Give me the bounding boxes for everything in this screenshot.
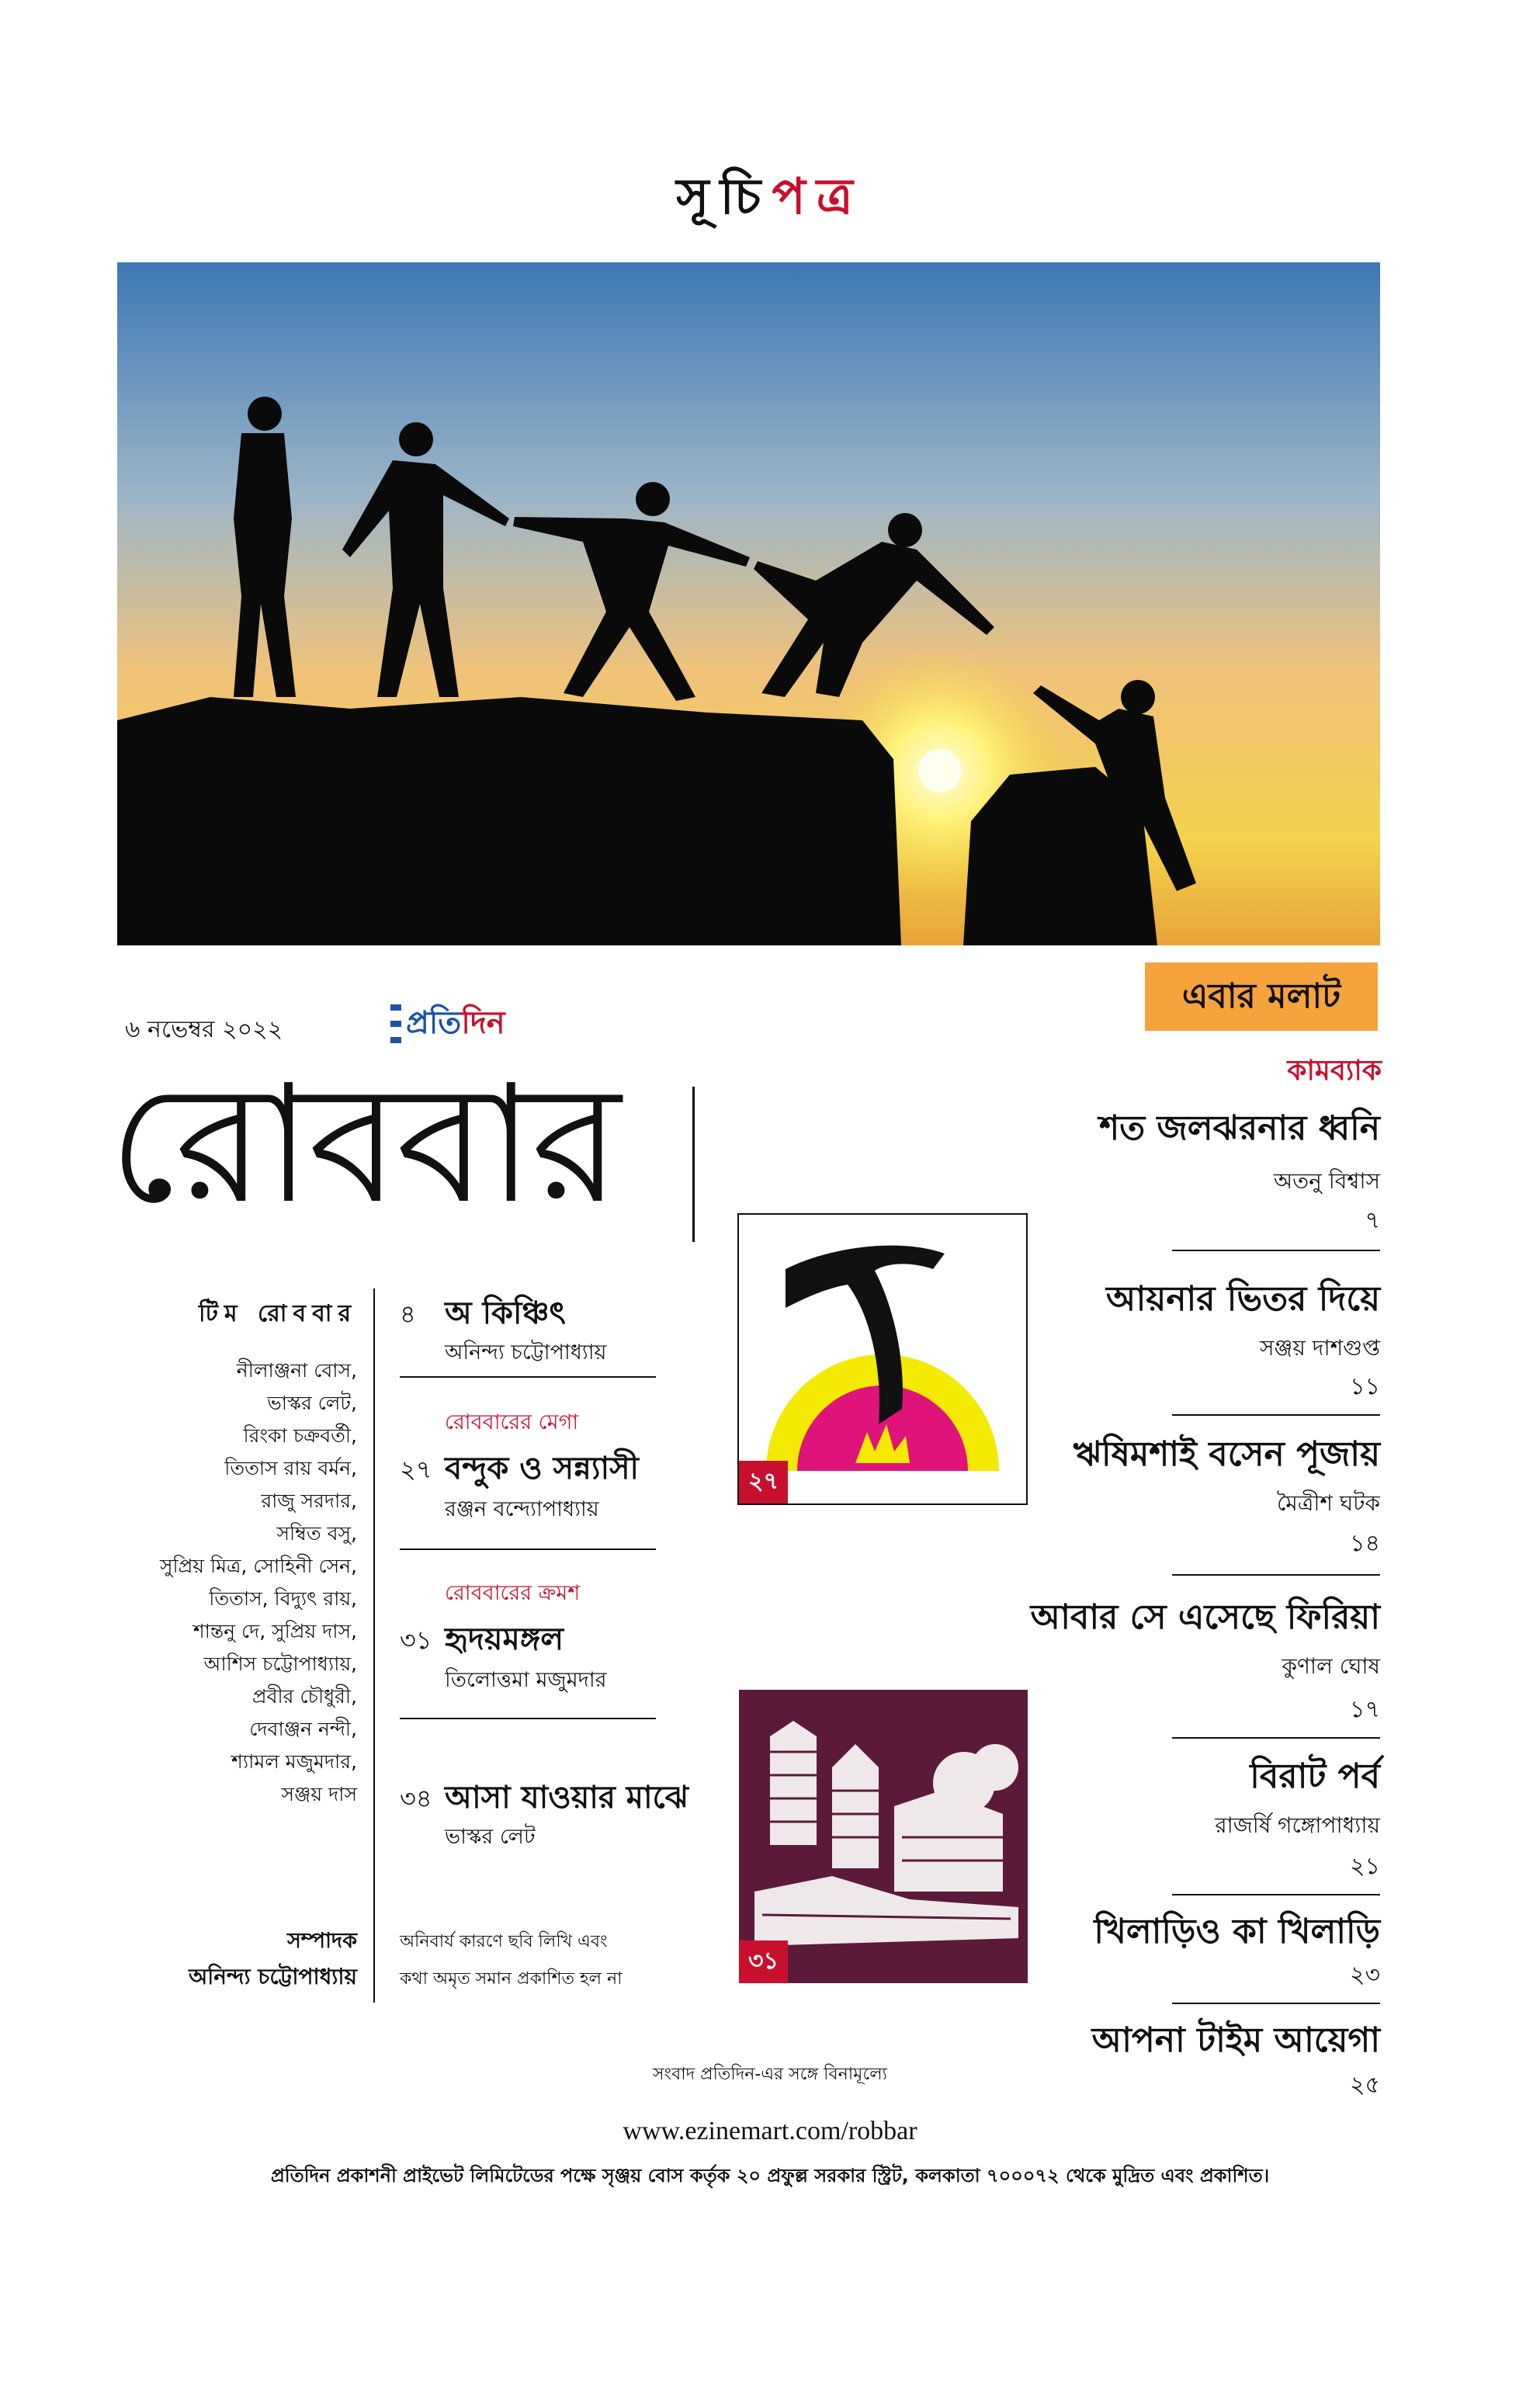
- toc-title: অ কিঞ্চিৎ: [445, 1295, 566, 1331]
- toc-right-title[interactable]: আয়নার ভিতর দিয়ে: [1106, 1279, 1380, 1319]
- toc-right-page: ১৪: [1350, 1530, 1380, 1557]
- toc-section-label: রোববারের ক্রমশ: [445, 1581, 581, 1605]
- divider: [1172, 2003, 1380, 2004]
- toc-author: তিলোত্তমা মজুমদার: [445, 1668, 607, 1692]
- team-title: টিম রোববার: [199, 1300, 357, 1327]
- toc-right-author: রাজর্ষি গঙ্গোপাধ্যায়: [1215, 1812, 1380, 1838]
- masthead-divider: [692, 1087, 695, 1242]
- team-member: শ্যামল মজুমদার,: [231, 1750, 357, 1773]
- toc-right-author: অতনু বিশ্বাস: [1273, 1168, 1380, 1194]
- divider: [1172, 1414, 1380, 1416]
- toc-right-title[interactable]: আপনা টাইম আয়েগা: [1091, 2020, 1380, 2060]
- toc-right-author: মৈত্রীশ ঘটক: [1276, 1490, 1380, 1516]
- notice: [400, 1923, 741, 1998]
- team-member: রাজু সরদার,: [261, 1490, 357, 1512]
- team-member: আশিস চট্টোপাধ্যায়,: [203, 1653, 357, 1675]
- cover-story-box: এবার মলাট: [1145, 962, 1378, 1031]
- pratidin-logo: [390, 1001, 505, 1046]
- toc-author: ভাস্কর লেট: [445, 1825, 536, 1849]
- team-member: প্রবীর চৌধুরী,: [251, 1685, 357, 1708]
- toc-author: অনিন্দ্য চট্টোপাধ্যায়: [445, 1340, 607, 1365]
- toc-page-number: ৩৪: [400, 1784, 432, 1813]
- team-member: রিংকা চক্রবর্তী,: [243, 1424, 357, 1447]
- logo-bars-icon: [390, 1004, 401, 1043]
- toc-right-title[interactable]: আবার সে এসেছে ফিরিয়া: [1030, 1597, 1380, 1637]
- page-badge-31: ৩১: [739, 1940, 788, 1983]
- toc-right-title[interactable]: বিরাট পর্ব: [1250, 1757, 1380, 1796]
- imprint-line: প্রতিদিন প্রকাশনী প্রাইভেট লিমিটেডের পক্ষে সৃঞ্জয় বোস কর্তৃক ২০ প্রফুল্ল সরকার স্ট্রিট, কলকাতা ৭০০০৭২ থেকে মুদ্রিত এবং প্রকাশিত।: [270, 2165, 1270, 2187]
- editor-name: অনিন্দ্য চট্টোপাধ্যায়: [189, 1964, 357, 1989]
- toc-right-page: ৭: [1365, 1207, 1380, 1234]
- free-supplement-note: সংবাদ প্রতিদিন-এর সঙ্গে বিনামূল্যে: [653, 2065, 887, 2084]
- toc-author: রঞ্জন বন্দ্যোপাধ্যায়: [445, 1497, 599, 1521]
- page-title: [0, 159, 1540, 242]
- toc-entry[interactable]: [400, 1288, 710, 1382]
- divider: [400, 1376, 656, 1378]
- toc-right-page: ১১: [1350, 1373, 1380, 1400]
- issue-date: ৬ নভেম্বর ২০২২: [125, 1016, 283, 1043]
- toc-title: হৃদয়মঙ্গল: [445, 1621, 564, 1657]
- thumbnail-27[interactable]: [737, 1213, 1028, 1505]
- toc-title: আসা যাওয়ার মাঝে: [445, 1780, 688, 1816]
- team-member: নীলাঞ্জনা বোস,: [236, 1359, 357, 1382]
- divider: [400, 1718, 656, 1719]
- divider: [1172, 1250, 1380, 1251]
- notice-line: অনিবার্য কারণে ছবি লিখি এবং: [400, 1932, 608, 1951]
- toc-section-label: রোববারের মেগা: [445, 1410, 579, 1434]
- column-divider: [373, 1288, 375, 2003]
- toc-page-number: ২৭: [400, 1455, 432, 1484]
- thumbnail-31[interactable]: [739, 1690, 1028, 1983]
- divider: [1172, 1574, 1380, 1576]
- team-member: দেবাঞ্জন নন্দী,: [249, 1718, 357, 1740]
- toc-right-page: ২৩: [1349, 1961, 1380, 1989]
- divider: [1172, 1737, 1380, 1739]
- toc-right-title[interactable]: ঋষিমশাই বসেন পূজায়: [1073, 1434, 1380, 1474]
- cover-section-label: কামব্যাক: [1287, 1055, 1382, 1087]
- toc-right-title[interactable]: শত জলঝরনার ধ্বনি: [1099, 1108, 1380, 1148]
- editor-label: সম্পাদক: [286, 1929, 357, 1953]
- toc-entry[interactable]: [400, 1577, 710, 1709]
- website-link[interactable]: www.ezinemart.com/robbar: [623, 2117, 917, 2145]
- notice-line: কথা অমৃত সমান প্রকাশিত হল না: [400, 1969, 623, 1989]
- logo-text-part2: দিন: [461, 1004, 505, 1041]
- toc-page-number: ৩১: [400, 1625, 432, 1655]
- toc-entry[interactable]: [400, 1406, 710, 1538]
- team-member-list: [93, 1354, 357, 1811]
- logo-text-part1: প্রতি: [406, 1004, 462, 1041]
- divider: [400, 1549, 656, 1550]
- team-member: ভাস্কর লেট,: [267, 1392, 357, 1414]
- team-member: সুপ্রিয় মিত্র, সোহিনী সেন,: [159, 1555, 357, 1577]
- temple-etching-illustration: [739, 1690, 1028, 1983]
- toc-right-page: ১৭: [1350, 1696, 1380, 1723]
- toc-page-number: ৪: [400, 1299, 416, 1329]
- toc-title: বন্দুক ও সন্ন্যাসী: [445, 1451, 639, 1486]
- team-member: সম্বিত বসু,: [276, 1522, 357, 1545]
- team-member: শান্তনু দে, সুপ্রিয় দাস,: [192, 1620, 357, 1642]
- team-member: তিতাস, বিদ্যুৎ রায়,: [209, 1587, 357, 1610]
- toc-right-page: ২৫: [1350, 2072, 1380, 2099]
- team-member: তিতাস রায় বর্মন,: [224, 1457, 357, 1479]
- toc-entry[interactable]: [400, 1773, 710, 1866]
- sunset-climbers-image: [117, 262, 1380, 945]
- toc-right-author: সঞ্জয় দাশগুপ্ত: [1259, 1335, 1380, 1361]
- toc-right-title[interactable]: খিলাড়িও কা খিলাড়ি: [1094, 1912, 1380, 1951]
- divider: [1172, 1894, 1380, 1895]
- page-badge-27: ২৭: [739, 1461, 788, 1503]
- toc-right-author: কুণাল ঘোষ: [1282, 1653, 1380, 1679]
- team-member: সঞ্জয় দাস: [281, 1783, 357, 1805]
- page-title-part1: সূচি: [676, 168, 772, 226]
- toc-right-page: ২১: [1350, 1853, 1380, 1880]
- page-title-part2: পত্র: [772, 168, 864, 226]
- cover-photo: [117, 262, 1380, 945]
- masthead-robbar: রোববার: [109, 1049, 618, 1240]
